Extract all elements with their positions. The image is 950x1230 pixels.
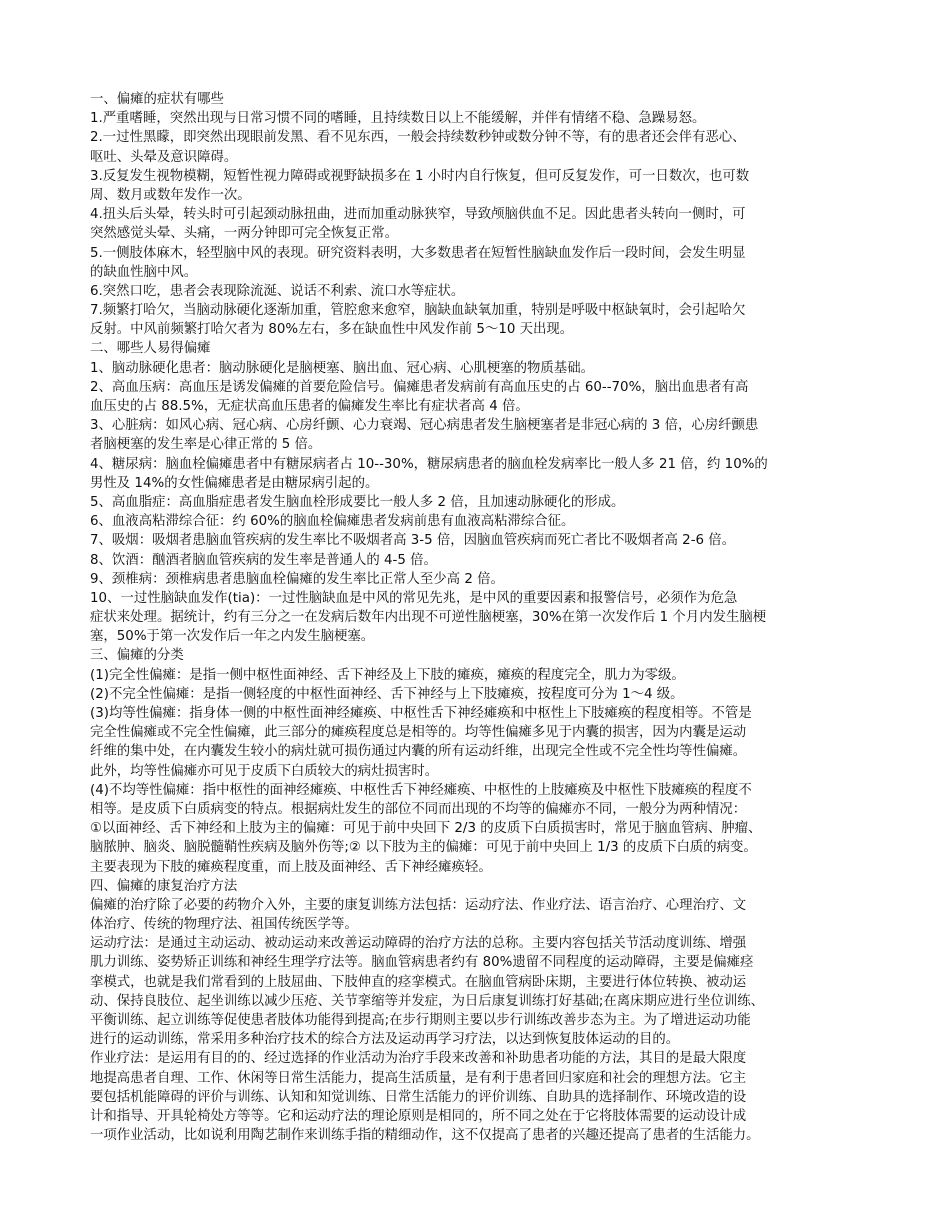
text-line: 塞，50%于第一次发作后一年之内发生脑梗塞。 — [90, 629, 375, 645]
text-line: 一、偏瘫的症状有哪些 — [90, 92, 224, 107]
text-line: 脑脓肿、脑炎、脑脱髓鞘性疾病及脑外伤等;② 以下肢为主的偏瘫：可见于前中央回上 1/3 的皮质下白质的病变。 — [90, 840, 757, 856]
text-line: 纤维的集中处，在内囊发生较小的病灶就可损伤通过内囊的所有运动纤维，出现完全性或不完全性均等性偏瘫。 — [90, 744, 747, 760]
text-line: 9、颈椎病：颈椎病患者患脑血栓偏瘫的发生率比正常人至少高 2 倍。 — [90, 571, 504, 587]
text-line: 挛模式，也就是我们常看到的上肢屈曲、下肢伸直的痉挛模式。在脑血管病卧床期，主要进行体位转换、被动运 — [90, 974, 747, 990]
text-line: 四、偏瘫的康复治疗方法 — [90, 878, 238, 894]
text-line: 地提高患者自理、工作、休闲等日常生活能力，提高生活质量，是有利于患者回归家庭和社会的理想方法。它主 — [90, 1070, 747, 1086]
text-line: 反射。中风前频繁打哈欠者为 80%左右，多在缺血性中风发作前 5～10 天出现。 — [90, 322, 574, 338]
text-line: 偏瘫的治疗除了必要的药物介入外，主要的康复训练方法包括：运动疗法、作业疗法、语言治疗、心理治疗、文 — [90, 897, 747, 913]
text-line: 6.突然口吃，患者会表现除流涎、说话不利索、流口水等症状。 — [90, 283, 465, 299]
text-line: 7、吸烟：吸烟者患脑血管疾病的发生率比不吸烟者高 3-5 倍，因脑血管疾病而死亡者比不吸烟者高 2-6 倍。 — [90, 533, 736, 549]
text-line: 体治疗、传统的物理疗法、祖国传统医学等。 — [90, 917, 358, 933]
text-line: 完全性偏瘫或不完全性偏瘫，此三部分的瘫痪程度总是相等的。均等性偏瘫多见于内囊的损害，因为内囊是运动 — [90, 725, 747, 741]
text-line: 8、饮酒：酗酒者脑血管疾病的发生率是普通人的 4-5 倍。 — [90, 552, 437, 568]
document-body — [90, 90, 865, 1145]
text-line: 运动疗法：是通过主动运动、被动运动来改善运动障碍的治疗方法的总称。主要内容包括关节活动度训练、增强 — [90, 936, 747, 952]
text-line: 三、偏瘫的分类 — [90, 648, 184, 664]
text-line: (2)不完全性偏瘫：是指一侧轻度的中枢性面神经、舌下神经与上下肢瘫痪，按程度可分为 1～4 级。 — [90, 686, 684, 702]
text-line: 10、一过性脑缺血发作(tia)：一过性脑缺血是中风的常见先兆，是中风的重要因素和报警信号，必须作为危急 — [90, 590, 738, 606]
text-line: 者脑梗塞的发生率是心律正常的 5 倍。 — [90, 437, 322, 453]
text-line: 2、高血压病：高血压是诱发偏瘫的首要危险信号。偏瘫患者发病前有高血压史的占 60--70%，脑出血患者有高 — [90, 379, 749, 395]
text-line: 进行的运动训练，常采用多种治疗技术的综合方法及运动再学习疗法，以达到恢复肢体运动的目的。 — [90, 1032, 680, 1048]
text-line: 3.反复发生视物模糊，短暂性视力障碍或视野缺损多在 1 小时内自行恢复，但可反复发作，可一日数次，也可数 — [90, 168, 750, 184]
text-line: 3、心脏病：如风心病、冠心病、心房纤颤、心力衰竭、冠心病患者发生脑梗塞者是非冠心病的 3 倍，心房纤颤患 — [90, 418, 759, 434]
text-line: 男性及 14%的女性偏瘫患者是由糖尿病引起的。 — [90, 475, 379, 491]
text-line: 要包括机能障碍的评价与训练、认知和知觉训练、日常生活能力的评价训练、自助具的选择制作、环境改造的设 — [90, 1089, 747, 1105]
text-line: 肌力训练、姿势矫正训练和神经生理学疗法等。脑血管病患者约有 80%遗留不同程度的运动障碍，主要是偏瘫痉 — [90, 955, 754, 971]
text-line: 相等。是皮质下白质病变的特点。根据病灶发生的部位不同而出现的不均等的偏瘫亦不同，一般分为两种情况： — [90, 801, 747, 817]
text-line: 血压史的占 88.5%，无症状高血压患者的偏瘫发生率比有症状者高 4 倍。 — [90, 399, 529, 414]
text-line: 一项作业活动，比如说利用陶艺制作来训练手指的精细动作，这不仅提高了患者的兴趣还提高了患者的生活能力。 — [90, 1128, 760, 1144]
text-line: 此外，均等性偏瘫亦可见于皮质下白质较大的病灶损害时。 — [90, 763, 439, 779]
text-line: 突然感觉头晕、头痛，一两分钟即可完全恢复正常。 — [90, 226, 398, 242]
text-line: 主要表现为下肢的瘫痪程度重，而上肢及面神经、舌下神经瘫痪轻。 — [90, 859, 492, 875]
text-line: 呕吐、头晕及意识障碍。 — [90, 149, 238, 165]
text-line: (3)均等性偏瘫：指身体一侧的中枢性面神经瘫痪、中枢性舌下神经瘫痪和中枢性上下肢瘫痪的程度相等。不管是 — [90, 706, 752, 721]
text-line: 5、高血脂症：高血脂症患者发生脑血栓形成要比一般人多 2 倍，且加速动脉硬化的形成。 — [90, 494, 625, 510]
text-line: 的缺血性脑中风。 — [90, 264, 198, 280]
text-line: 1.严重嗜睡，突然出现与日常习惯不同的嗜睡，且持续数日以上不能缓解，并伴有情绪不稳、急躁易怒。 — [90, 111, 706, 127]
text-line: ①以面神经、舌下神经和上肢为主的偏瘫：可见于前中央回下 2/3 的皮质下白质损害时，常见于脑血管病、肿瘤、 — [90, 821, 762, 837]
text-line: 二、哪些人易得偏瘫 — [90, 341, 211, 357]
text-line: (4)不均等性偏瘫：指中枢性的面神经瘫痪、中枢性舌下神经瘫痪、中枢性的上肢瘫痪及中枢性下肢瘫痪的程度不 — [90, 782, 752, 798]
text-line: 6、血液高粘滞综合征：约 60%的脑血栓偏瘫患者发病前患有血液高粘滞综合征。 — [90, 514, 575, 530]
text-line: (1)完全性偏瘫：是指一侧中枢性面神经、舌下神经及上下肢的瘫痪，瘫痪的程度完全，肌力为零级。 — [90, 667, 685, 683]
text-line: 周、数月或数年发作一次。 — [90, 187, 251, 203]
text-line: 5.一侧肢体麻木，轻型脑中风的表现。研究资料表明，大多数患者在短暂性脑缺血发作后一段时间，会发生明显 — [90, 245, 746, 261]
text-line: 作业疗法：是运用有目的的、经过选择的作业活动为治疗手段来改善和补助患者功能的方法，其目的是最大限度 — [90, 1051, 747, 1067]
text-line: 计和指导、开具轮椅处方等等。它和运动疗法的理论原则是相同的，所不同之处在于它将肢体需要的运动设计成 — [90, 1108, 747, 1124]
text-line: 4.扭头后头晕，转头时可引起颈动脉扭曲，进而加重动脉狭窄，导致颅脑供血不足。因此患者头转向一侧时，可 — [90, 207, 746, 223]
text-line: 症状来处理。据统计，约有三分之一在发病后数年内出现不可逆性脑梗塞，30%在第一次发作后 1 个月内发生脑梗 — [90, 610, 767, 626]
text-line: 1、脑动脉硬化患者：脑动脉硬化是脑梗塞、脑出血、冠心病、心肌梗塞的物质基础。 — [90, 360, 594, 376]
text-line: 平衡训练、起立训练等促使患者肢体功能得到提高;在步行期则主要以步行训练改善步态为主。为了增进运动功能 — [90, 1013, 751, 1028]
text-line: 2.一过性黑矇，即突然出现眼前发黑、看不见东西，一般会持续数秒钟或数分钟不等，有的患者还会伴有恶心、 — [90, 130, 746, 146]
text-line: 动、保持良肢位、起坐训练以减少压疮、关节挛缩等并发症，为日后康复训练打好基础;在离床期应进行坐位训练、 — [90, 993, 765, 1009]
text-line: 7.频繁打哈欠，当脑动脉硬化逐渐加重，管腔愈来愈窄，脑缺血缺氧加重，特别是呼吸中枢缺氧时，会引起哈欠 — [90, 303, 746, 319]
text-line: 4、糖尿病：脑血栓偏瘫患者中有糖尿病者占 10--30%，糖尿病患者的脑血栓发病率比一般人多 21 倍，约 10%的 — [90, 456, 768, 472]
